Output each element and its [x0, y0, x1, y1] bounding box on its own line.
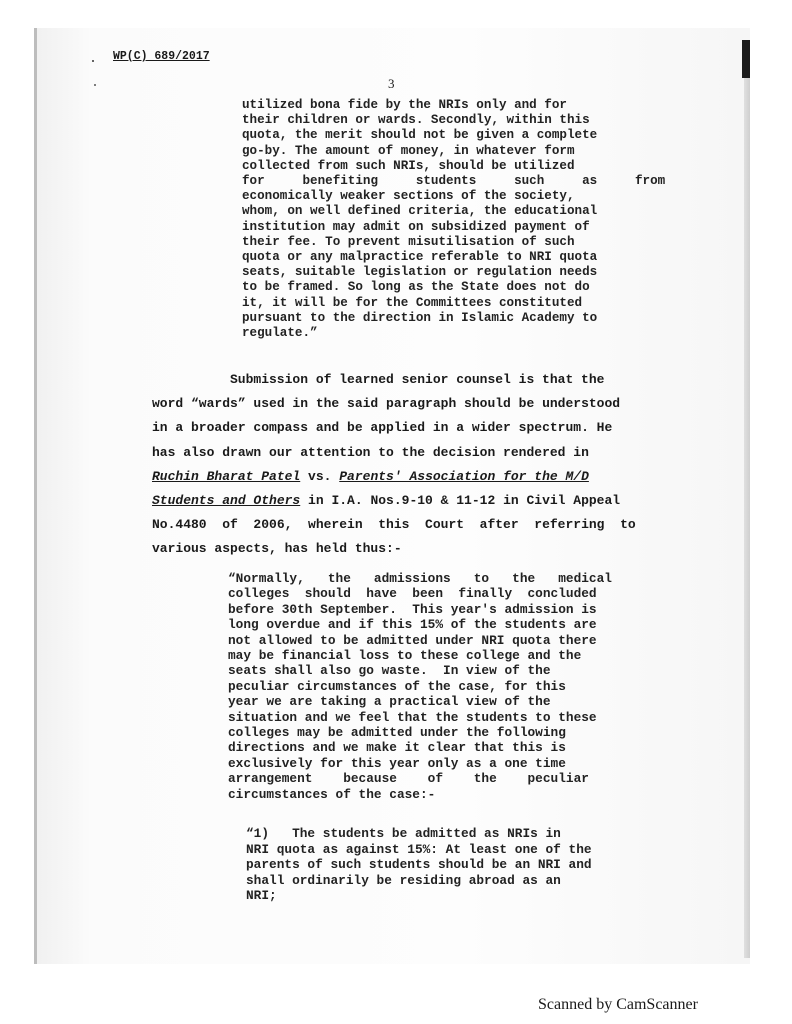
page-right-edge	[744, 78, 750, 958]
quoted-block-3	[246, 826, 646, 904]
quote-line: shall ordinarily be residing abroad as an	[246, 872, 561, 888]
case-name: Students and Others	[152, 493, 301, 509]
quote-line: institution may admit on subsidized payment of	[242, 219, 590, 234]
quote-line: situation and we feel that the students to these	[228, 709, 597, 725]
quote-line: before 30th September. This year's admission is	[228, 601, 597, 617]
page-left-edge	[34, 28, 37, 964]
quote-line: peculiar circumstances of the case, for this	[228, 678, 566, 694]
quote-line: colleges should have been finally concluded	[228, 586, 597, 602]
quote-line: it, it will be for the Committees constituted	[242, 295, 583, 310]
quote-line: quota, the merit should not be given a complete	[242, 128, 598, 143]
quote-line: “Normally, the admissions to the medical	[228, 571, 612, 586]
paragraph-line: various aspects, has held thus:-	[152, 541, 402, 557]
quote-line: regulate.”	[242, 326, 318, 341]
quote-line: quota or any malpractice referable to NRI quota	[242, 250, 598, 265]
quote-line: directions and we make it clear that this is	[228, 740, 566, 756]
quote-line: seats shall also go waste. In view of the	[228, 663, 551, 679]
paragraph-line: in a broader compass and be applied in a wider spectrum. He	[152, 420, 613, 436]
quote-line: long overdue and if this 15% of the students are	[228, 617, 597, 633]
paragraph-line: Submission of learned senior counsel is that the	[230, 372, 605, 387]
quote-line: pursuant to the direction in Islamic Academy to	[242, 310, 598, 325]
quote-line: economically weaker sections of the society,	[242, 189, 575, 204]
paragraph-line	[152, 489, 672, 513]
quote-line: arrangement because of the peculiar	[228, 771, 589, 787]
quote-line: NRI;	[246, 888, 277, 904]
quote-line: their children or wards. Secondly, within this	[242, 113, 590, 128]
paragraph-line: No.4480 of 2006, wherein this Court after referring to	[152, 517, 636, 533]
quote-line: go-by. The amount of money, in whatever form	[242, 143, 575, 158]
quote-line: “1) The students be admitted as NRIs in	[246, 826, 561, 841]
quote-line: NRI quota as against 15%: At least one of the	[246, 841, 592, 857]
quote-line: may be financial loss to these college and the	[228, 648, 582, 664]
quote-line: utilized bona fide by the NRIs only and for	[242, 98, 567, 112]
case-name: Parents' Association for the M/D	[339, 468, 589, 484]
paragraph-line: word “wards” used in the said paragraph should be understood	[152, 396, 621, 412]
quoted-block-1	[242, 98, 666, 341]
quote-line: for benefiting students such as from	[242, 174, 666, 189]
quote-line: their fee. To prevent misutilisation of such	[242, 234, 575, 249]
quote-line: circumstances of the case:-	[228, 786, 436, 802]
quote-line: seats, suitable legislation or regulation needs	[242, 265, 598, 280]
scan-speck	[92, 60, 94, 62]
paragraph-line	[152, 465, 672, 489]
quote-line: whom, on well defined criteria, the educational	[242, 204, 598, 219]
quote-line: year we are taking a practical view of the	[228, 694, 551, 710]
quote-line: parents of such students should be an NRI and	[246, 857, 592, 873]
quote-line: to be framed. So long as the State does not do	[242, 280, 590, 295]
paragraph-line: has also drawn our attention to the decision rendered in	[152, 444, 589, 460]
body-paragraph	[152, 368, 672, 562]
quote-line: collected from such NRIs, should be utilized	[242, 158, 575, 173]
quote-line: not allowed to be admitted under NRI quota there	[228, 632, 597, 648]
quoted-block-2	[228, 571, 648, 802]
quote-line: exclusively for this year only as a one time	[228, 755, 566, 771]
quote-line: colleges may be admitted under the following	[228, 725, 566, 741]
page-right-edge-mark	[742, 40, 750, 78]
scanner-watermark: Scanned by CamScanner	[538, 996, 698, 1013]
citation-text: in I.A. Nos.9-10 & 11-12 in Civil Appeal	[300, 493, 621, 509]
page-number: 3	[388, 76, 395, 91]
versus-text: vs.	[300, 468, 340, 484]
case-name: Ruchin Bharat Patel	[152, 468, 301, 484]
case-number: WP(C) 689/2017	[113, 50, 210, 63]
scan-speck	[94, 84, 96, 86]
